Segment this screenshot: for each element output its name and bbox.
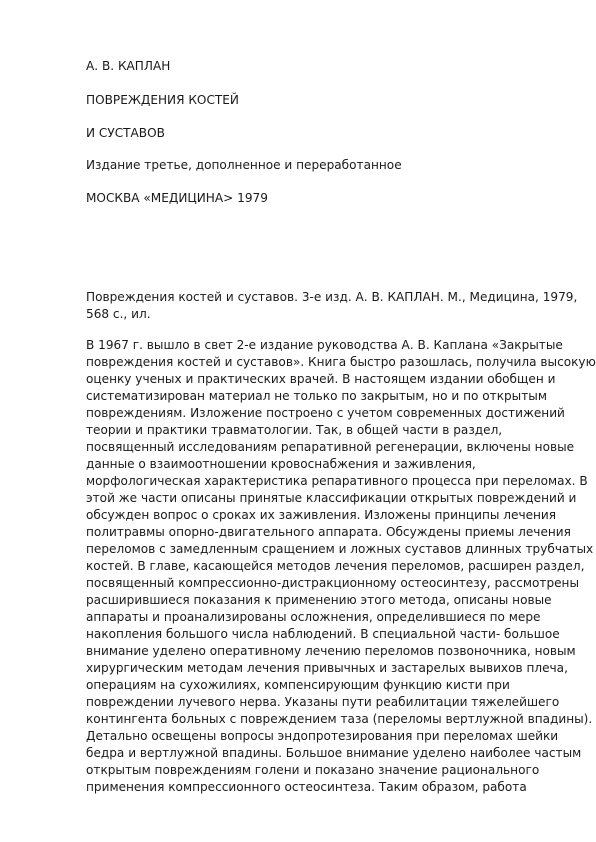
abstract-line: теории и практики травматологии. Так, в общей части в раздел, [86, 423, 503, 437]
book-title-line-2: И СУСТАВОВ [86, 126, 165, 140]
abstract-line: этой же части описаны принятые классификации открытых повреждений и [86, 491, 577, 505]
abstract-line: бедра и вертлужной впадины. Большое внимание уделено наиболее частым [86, 746, 582, 760]
abstract-line: применения компрессионного остеосинтеза. Таким образом, работа [86, 780, 527, 794]
abstract-line: накопления большого числа наблюдений. В специальной части- большое [86, 627, 560, 641]
abstract-line: костей. В главе, касающейся методов лечения переломов, расширен раздел, [86, 559, 585, 573]
citation-line: Повреждения костей и суставов. 3-е изд. А. В. КАПЛАН. М., Медицина, 1979, [86, 290, 578, 304]
abstract-line: расширившиеся показания к применению этого метода, описаны новые [86, 593, 552, 607]
abstract-line: политравмы опорно-двигательного аппарата. Обсуждены приемы лечения [86, 525, 571, 539]
book-title-line-1: ПОВРЕЖДЕНИЯ КОСТЕЙ [86, 93, 239, 107]
abstract-line: открытым повреждениям голени и показано значение рационального [86, 763, 540, 777]
abstract-paragraph [86, 337, 596, 796]
abstract-line: В 1967 г. вышло в свет 2-е издание руководства А. В. Каплана «Закрытые [86, 338, 563, 352]
abstract-line: хирургическим методам лечения привычных и застарелых вывихов плеча, [86, 661, 568, 675]
abstract-line: посвященный компрессионно-дистракционному остеосинтезу, рассмотрены [86, 576, 580, 590]
abstract-line: повреждениям. Изложение построено с учетом современных достижений [86, 406, 565, 420]
abstract-line: переломов с замедленным сращением и ложных суставов длинных трубчатых [86, 542, 594, 556]
edition-note: Издание третье, дополненное и переработанное [86, 158, 402, 172]
abstract-line: повреждения костей и суставов». Книга быстро разошлась, получила высокую [86, 355, 596, 369]
citation-line: 568 с., ил. [86, 307, 151, 321]
abstract-line: повреждении лучевого нерва. Указаны пути реабилитации тяжелейшего [86, 695, 560, 709]
abstract-line: морфологическая характеристика репаративного процесса при переломах. В [86, 474, 588, 488]
abstract-line: данные о взаимоотношении кровоснабжения и заживления, [86, 457, 476, 471]
abstract-line: внимание уделено оперативному лечению переломов позвоночника, новым [86, 644, 576, 658]
abstract-line: обсужден вопрос о сроках их заживления. Изложены принципы лечения [86, 508, 557, 522]
abstract-line: посвященный исследованиям репаративной регенерации, включены новые [86, 440, 575, 454]
abstract-line: оценку ученых и практических врачей. В настоящем издании обобщен и [86, 372, 556, 386]
abstract-line: контингента больных с повреждением таза (переломы вертлужной впадины). [86, 712, 593, 726]
abstract-line: аппараты и проанализированы осложнения, определившиеся по мере [86, 610, 541, 624]
author-name: А. В. КАПЛАН [86, 59, 171, 73]
abstract-line: систематизирован материал не только по закрытым, но и по открытым [86, 389, 547, 403]
publisher-line: МОСКВА «МЕДИЦИНА> 1979 [86, 191, 268, 205]
citation-paragraph [86, 289, 578, 323]
abstract-line: Детально освещены вопросы эндопротезирования при переломах шейки [86, 729, 559, 743]
abstract-line: операциям на сухожилиях, компенсирующим функцию кисти при [86, 678, 510, 692]
